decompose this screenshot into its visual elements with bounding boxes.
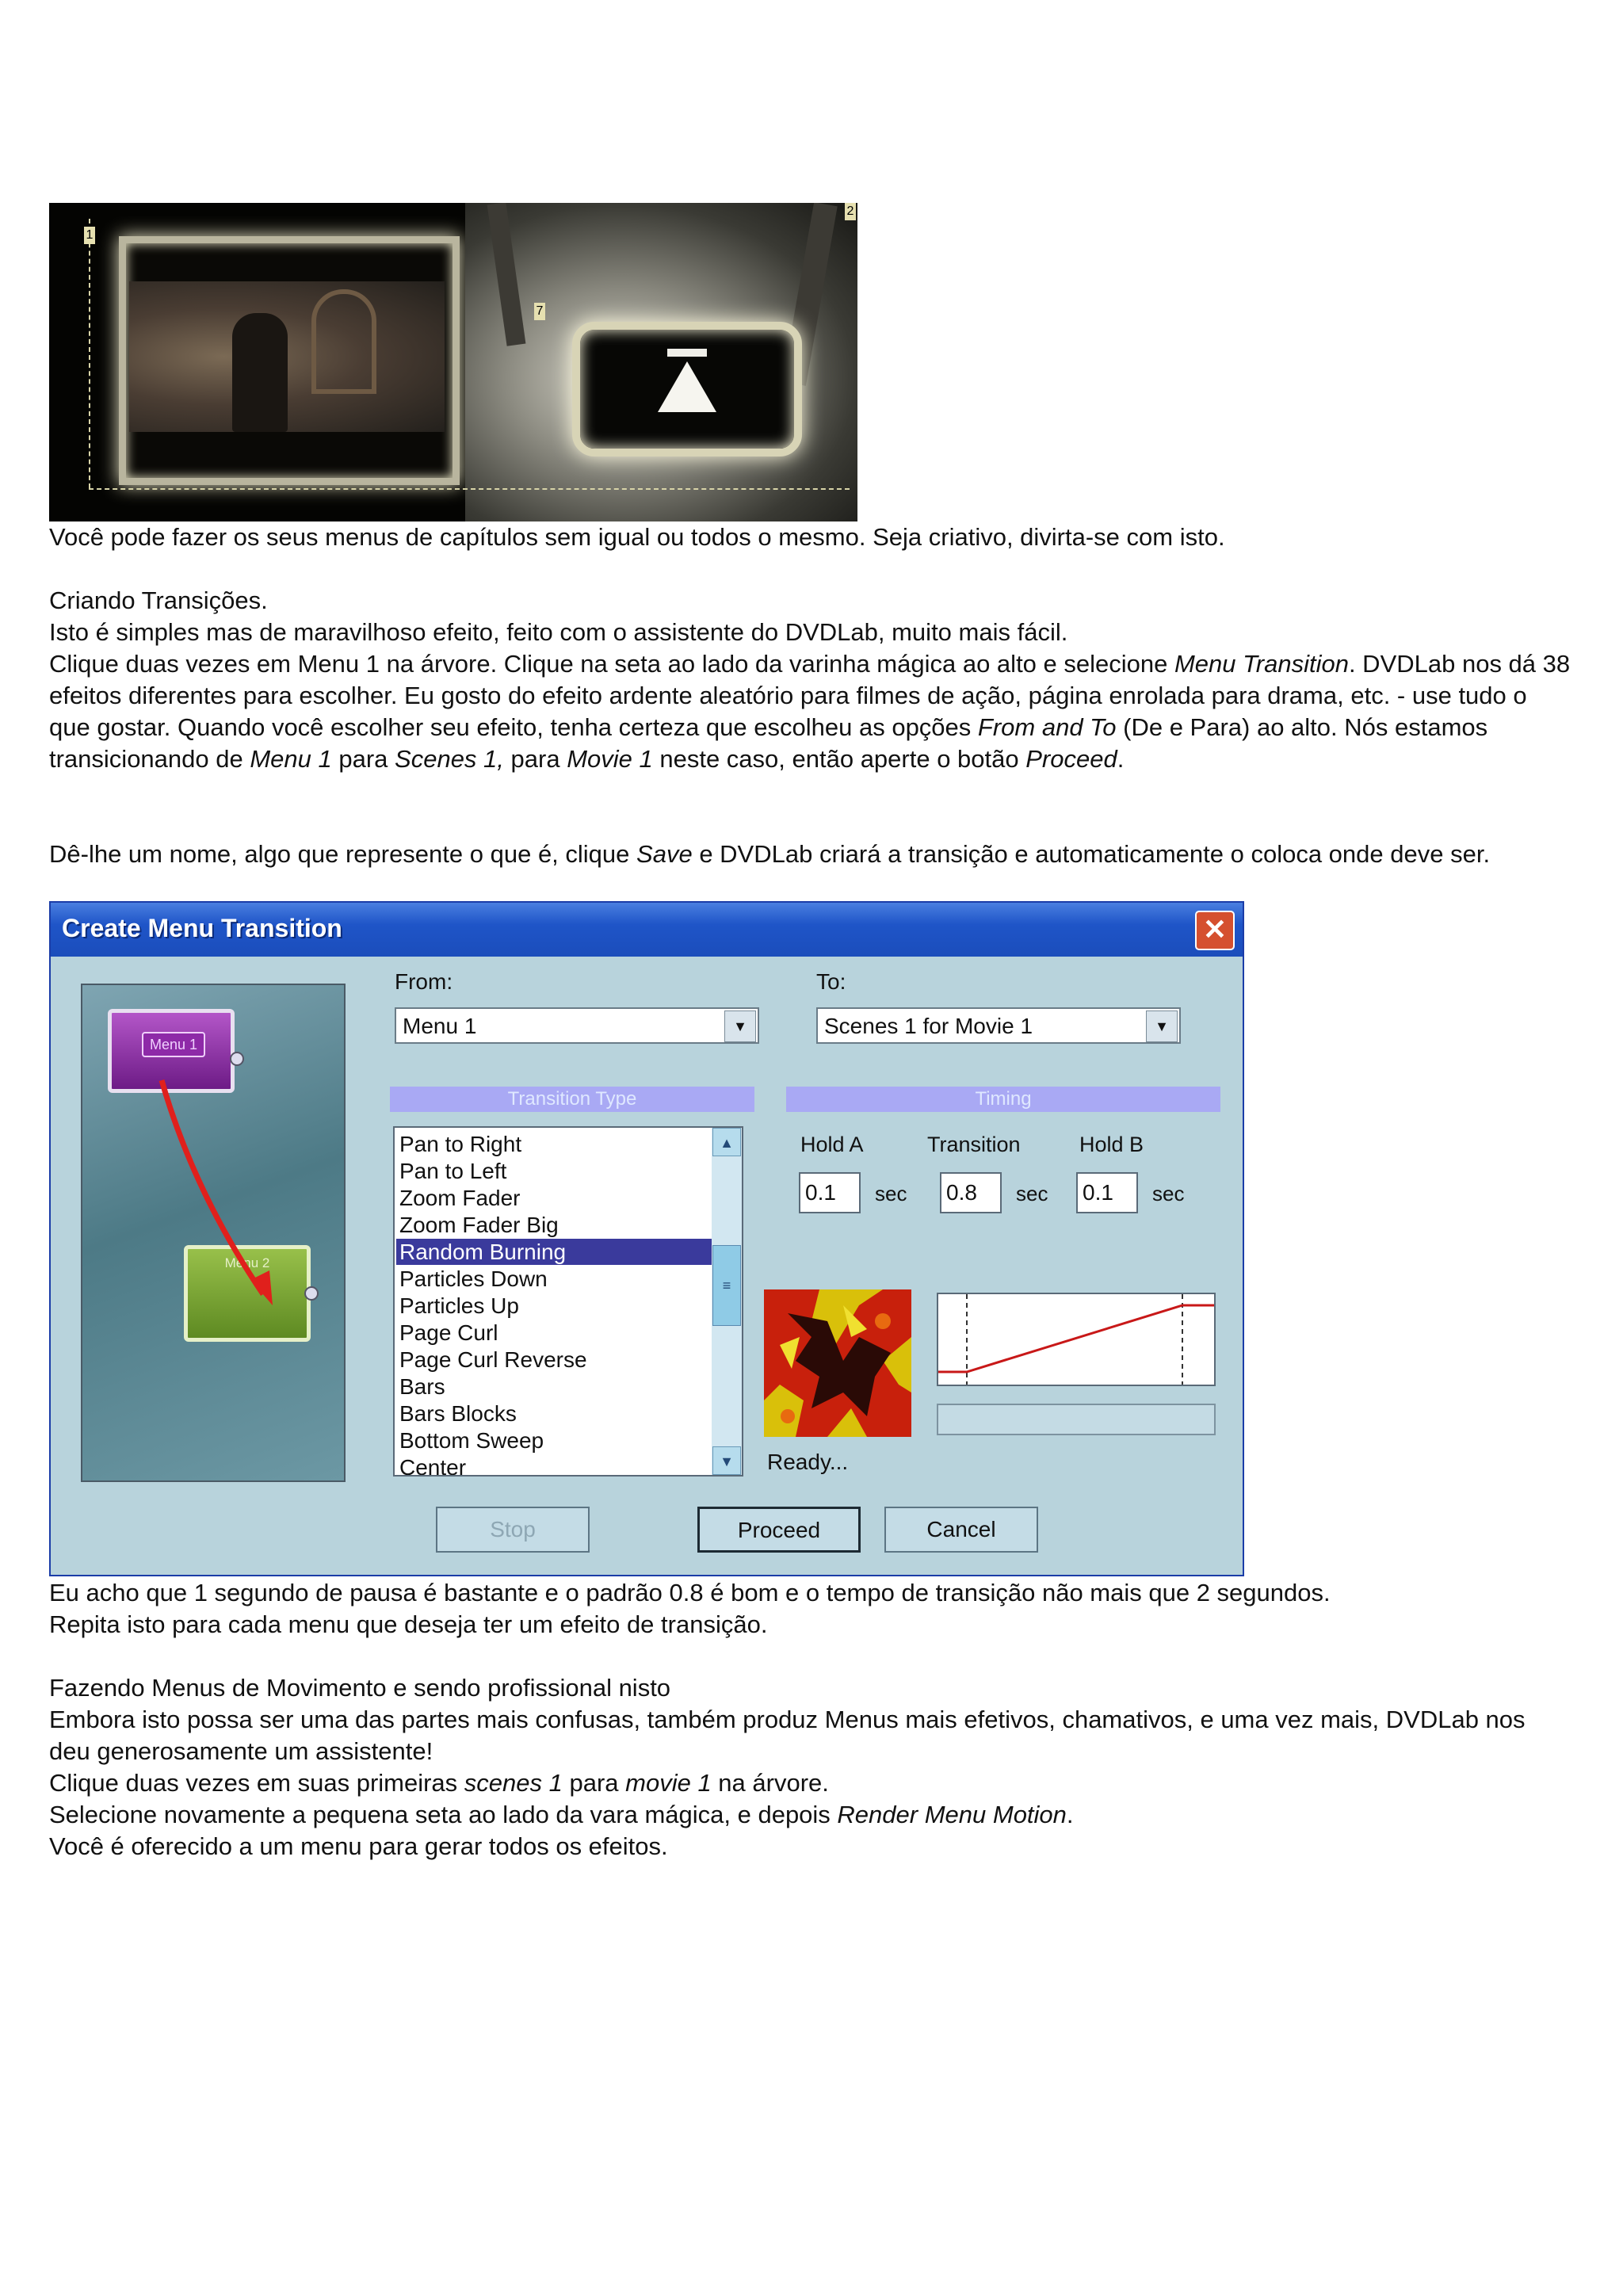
section-transitions-save-paragraph: Dê-lhe um nome, algo que represente o que é, clique Save e DVDLab criará a transição e automaticamente o coloca onde deve ser.	[49, 840, 1491, 868]
next-button-frame	[572, 322, 802, 457]
transition-list-item[interactable]: Pan to Right	[399, 1132, 522, 1156]
chapter-thumbnail-frame	[119, 236, 460, 485]
chapter-link-number: 1	[84, 227, 95, 244]
section-motion-step-1: Clique duas vezes em suas primeiras scenes 1 para movie 1 na árvore.	[49, 1769, 829, 1797]
transition-list-item[interactable]: Pan to Left	[399, 1159, 507, 1183]
section-motion-intro: Embora isto possa ser uma das partes mais confusas, também produz Menus mais efetivos, chamativos, e uma vez mais, DVDLab nos deu generosamente um assistente!	[49, 1706, 1526, 1765]
safe-area-guide	[89, 219, 90, 488]
scroll-thumb[interactable]: ≡	[712, 1245, 741, 1326]
timing-curve-graph	[937, 1293, 1216, 1386]
to-label: To:	[816, 969, 846, 994]
transition-list-item[interactable]: Particles Down	[399, 1266, 548, 1291]
create-menu-transition-dialog	[49, 901, 1244, 1576]
list-scrollbar[interactable]	[712, 1128, 742, 1475]
hold-a-unit: sec	[875, 1182, 907, 1205]
transition-type-list[interactable]	[393, 1126, 743, 1477]
dialog-titlebar[interactable]	[51, 903, 1243, 957]
video-still	[129, 281, 445, 432]
to-dropdown-value: Scenes 1 for Movie 1	[824, 1014, 1033, 1038]
from-dropdown-value: Menu 1	[403, 1014, 477, 1038]
render-progress-bar	[937, 1404, 1216, 1435]
dialog-title: Create Menu Transition	[62, 914, 342, 942]
paragraph-chapters: Você pode fazer os seus menus de capítulos sem igual ou todos o mesmo. Seja criativo, divirta-se com isto.	[49, 523, 1225, 551]
video-figure	[232, 313, 288, 432]
hold-a-input[interactable]: 0.1	[799, 1172, 861, 1213]
transition-list-item[interactable]: Center	[399, 1455, 467, 1477]
section-motion-heading: Fazendo Menus de Movimento e sendo profissional nisto	[49, 1674, 671, 1702]
tree-branch	[487, 203, 526, 346]
scroll-down-icon[interactable]: ▼	[712, 1446, 741, 1475]
section-transitions-heading: Criando Transições.	[49, 586, 268, 614]
transition-list-item[interactable]: Random Burning	[396, 1239, 713, 1265]
scroll-up-icon[interactable]: ▲	[712, 1128, 741, 1156]
section-transitions-paragraph: Clique duas vezes em Menu 1 na árvore. Clique na seta ao lado da varinha mágica ao alto e selecione Menu Transition. DVDLab nos dá 38 efeitos diferentes para escolher. Eu gosto do efeito ardente aleatório para filmes de ação, página enrolada para drama, etc. - use tudo o que gostar. Quando você escolher seu efeito, tenha certeza que escolheu as opções From and To (De e Para) ao alto. Nós estamos transicionando de Menu 1 para Scenes 1, para Movie 1 neste caso, então aperte o botão Proceed.	[49, 650, 1571, 773]
transition-arrow-icon	[82, 985, 344, 1480]
transition-list-item[interactable]: Particles Up	[399, 1293, 519, 1318]
transition-list-item[interactable]: Bars Blocks	[399, 1401, 517, 1426]
transition-list-item[interactable]: Bottom Sweep	[399, 1428, 544, 1453]
from-dropdown[interactable]	[395, 1007, 759, 1044]
section-motion-step-3: Você é oferecido a um menu para gerar todos os efeitos.	[49, 1832, 668, 1860]
transition-list-item[interactable]: Page Curl Reverse	[399, 1347, 587, 1372]
close-button[interactable]: ✕	[1195, 911, 1235, 950]
timing-header: Timing	[786, 1087, 1220, 1112]
hold-a-label: Hold A	[800, 1133, 864, 1156]
chapter-menu-background	[49, 203, 465, 521]
safe-area-guide	[89, 488, 850, 490]
hold-b-unit: sec	[1152, 1182, 1185, 1205]
cancel-button[interactable]: Cancel	[884, 1507, 1038, 1553]
from-label: From:	[395, 969, 453, 994]
stop-button[interactable]: Stop	[436, 1507, 590, 1553]
proceed-button[interactable]: Proceed	[697, 1507, 861, 1553]
transition-duration-label: Transition	[927, 1133, 1021, 1156]
hold-b-label: Hold B	[1079, 1133, 1144, 1156]
hourglass-top	[667, 349, 707, 357]
transition-type-header: Transition Type	[390, 1087, 754, 1112]
transition-list-item[interactable]: Page Curl	[399, 1320, 498, 1345]
hourglass-icon	[658, 361, 716, 412]
corner-link-number: 2	[845, 203, 856, 220]
menu-node-label: Menu 1	[142, 1032, 205, 1057]
scenes-node-label: Menu 2	[224, 1255, 270, 1270]
section-motion-step-2: Selecione novamente a pequena seta ao lado da vara mágica, e depois Render Menu Motion.	[49, 1801, 1074, 1828]
chevron-down-icon[interactable]: ▼	[724, 1010, 756, 1042]
chevron-down-icon[interactable]: ▼	[1146, 1010, 1178, 1042]
section-transitions-intro: Isto é simples mas de maravilhoso efeito, feito com o assistente do DVDLab, muito mais fácil.	[49, 618, 1068, 646]
transition-list-item[interactable]: Bars	[399, 1374, 445, 1399]
transition-duration-unit: sec	[1016, 1182, 1048, 1205]
paragraph-timing-advice: Eu acho que 1 segundo de pausa é bastante e o padrão 0.8 é bom e o tempo de transição não mais que 2 segundos. Repita isto para cada menu que deseja ter um efeito de transição.	[49, 1579, 1331, 1638]
transition-diagram	[81, 984, 346, 1482]
menu-preview-image	[49, 203, 857, 521]
transition-duration-input[interactable]: 0.8	[940, 1172, 1002, 1213]
transition-list-item[interactable]: Zoom Fader	[399, 1186, 521, 1210]
button-link-number: 7	[534, 303, 545, 320]
status-text: Ready...	[767, 1450, 849, 1474]
transition-list-item[interactable]: Zoom Fader Big	[399, 1213, 559, 1237]
video-arch	[311, 289, 376, 394]
to-dropdown[interactable]	[816, 1007, 1181, 1044]
hold-b-input[interactable]: 0.1	[1076, 1172, 1138, 1213]
effect-preview-thumbnail	[764, 1289, 911, 1437]
